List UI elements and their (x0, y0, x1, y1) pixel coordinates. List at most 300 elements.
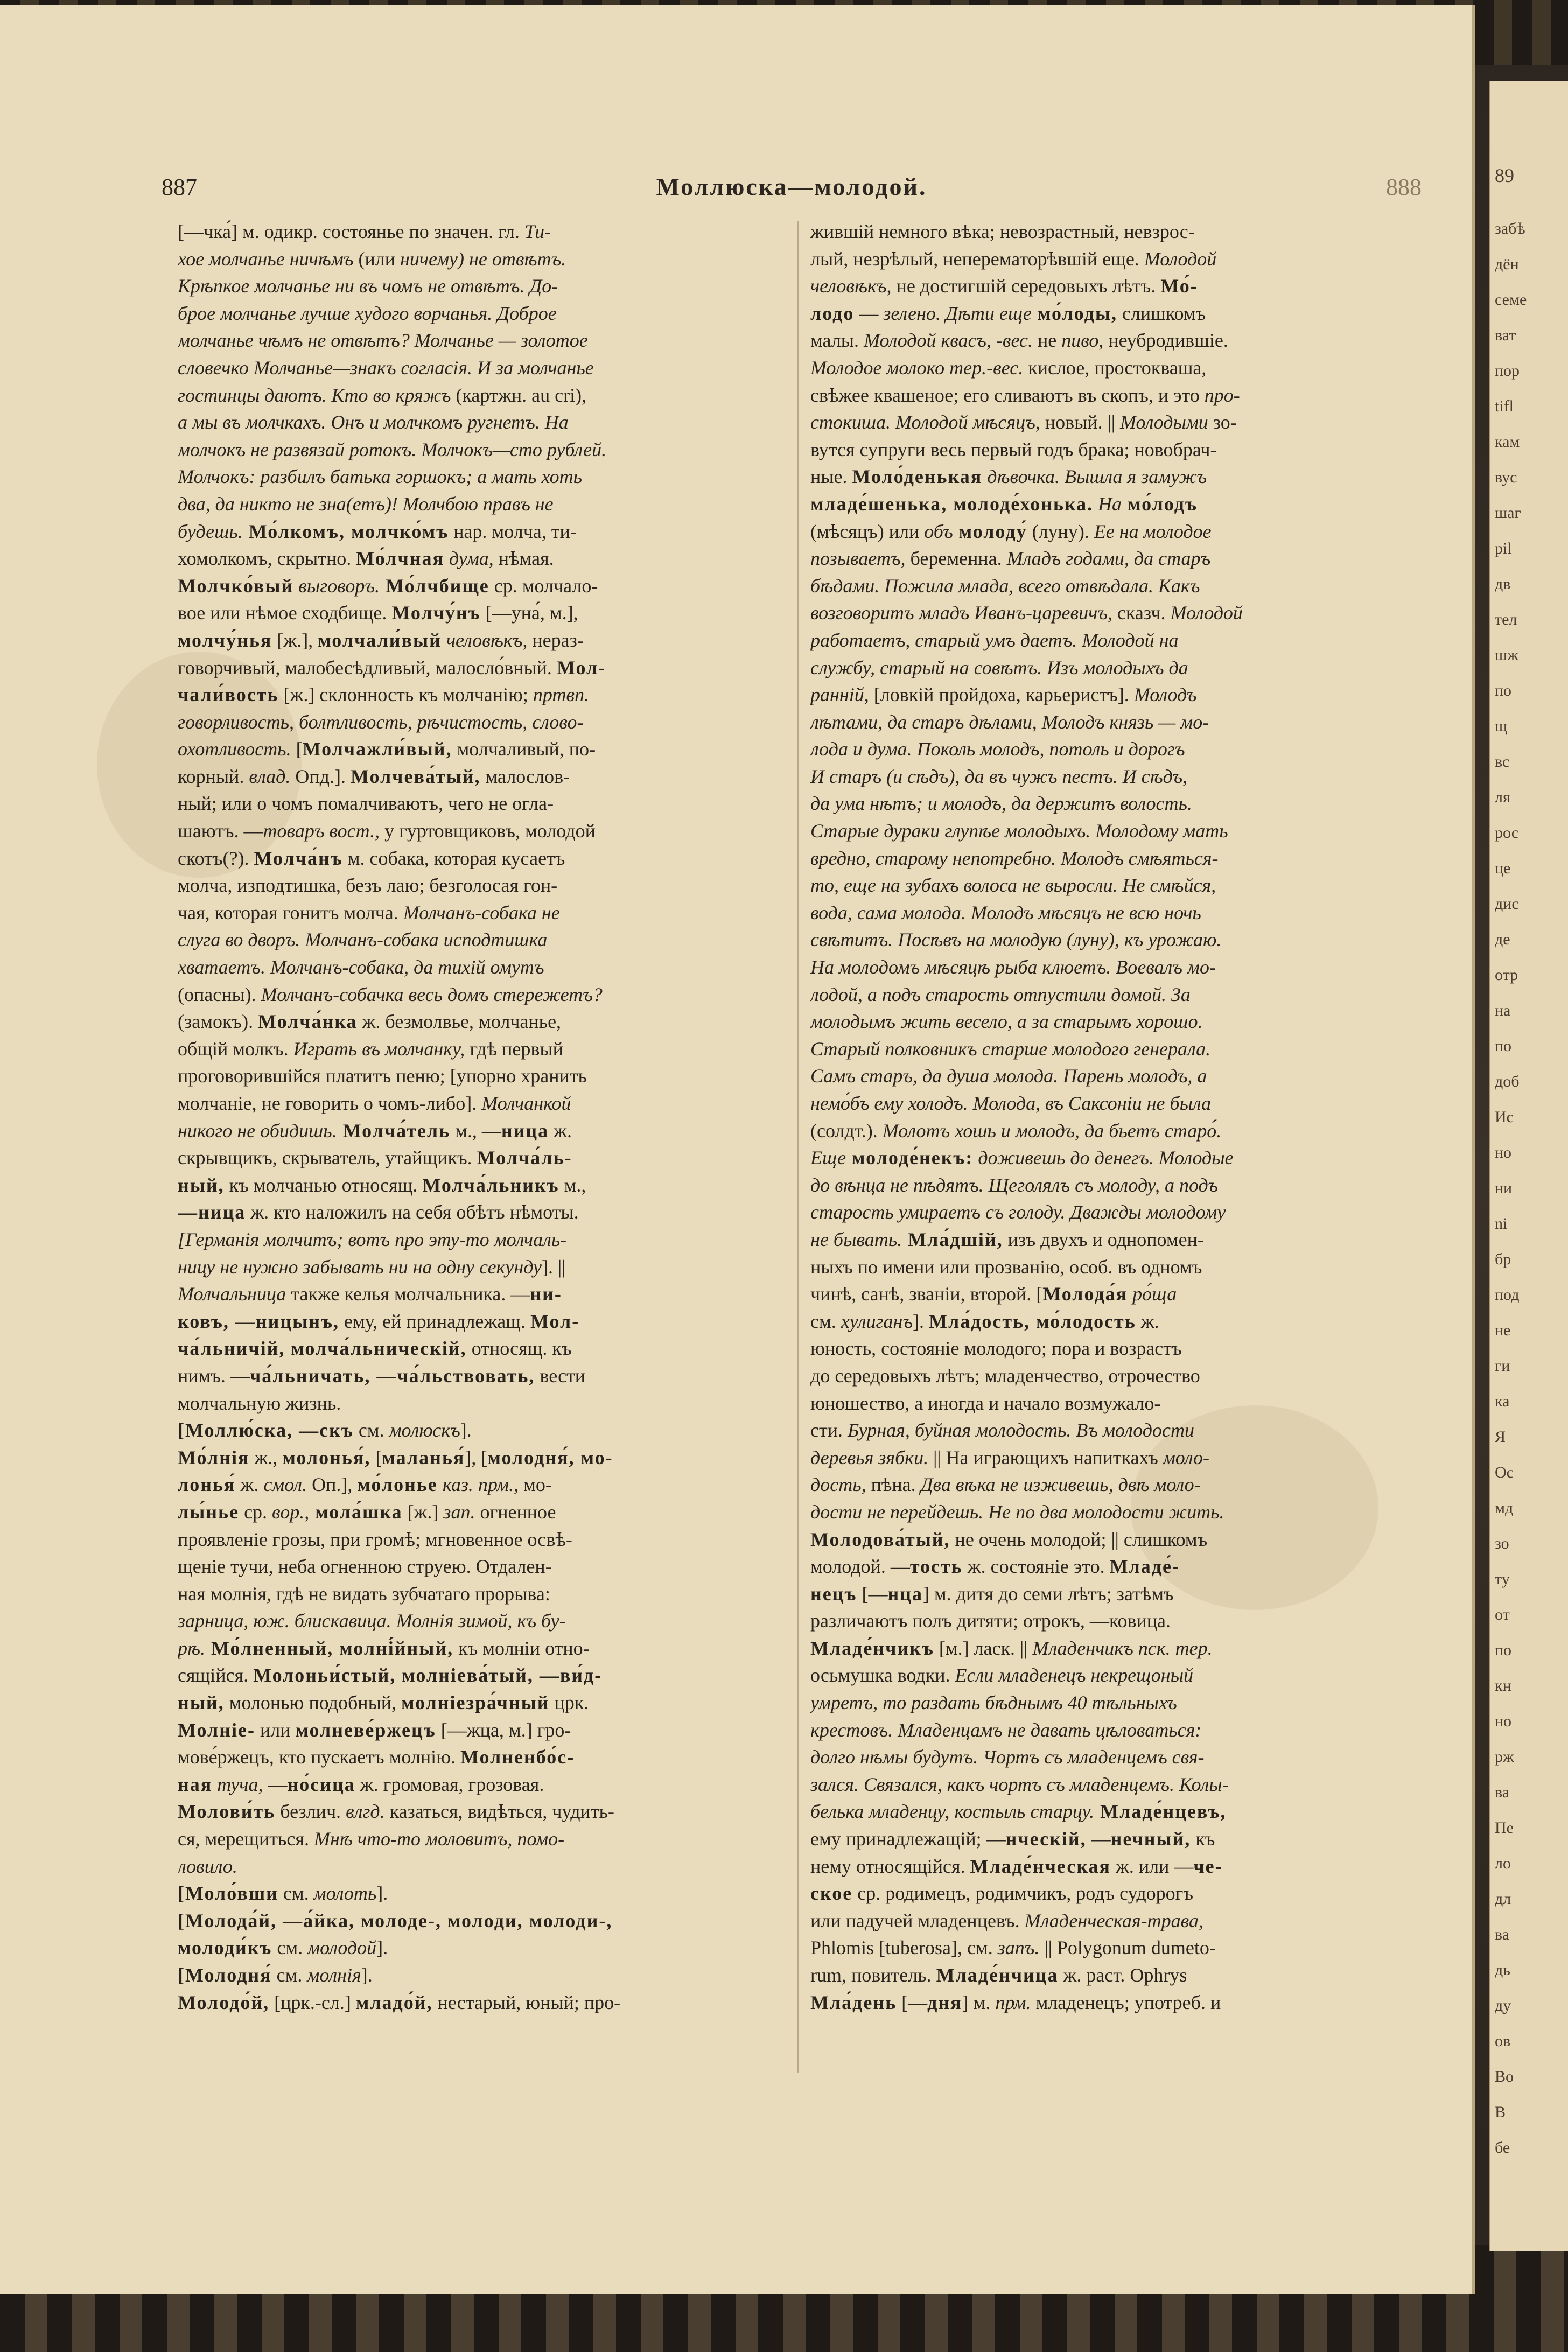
example-text: прм. (995, 1991, 1031, 2013)
facing-page-line: семе (1495, 291, 1527, 309)
text-line (178, 1907, 783, 1935)
definition-text: см. (271, 1964, 307, 1986)
facing-page-line: кн (1495, 1677, 1511, 1695)
text-line (178, 1226, 783, 1254)
example-text: молчанье чѣмъ не отвѣтъ? Молчанье — золотое (178, 330, 588, 352)
text-line (178, 545, 783, 572)
headword-text: маланья́ (382, 1446, 465, 1468)
example-text: крестовъ. Младенцамъ не давать цѣловаться: (810, 1719, 1202, 1741)
facing-page-line: В (1495, 2103, 1506, 2121)
running-header (162, 172, 1422, 205)
definition-text: [—жца, м.] гро- (436, 1719, 571, 1741)
example-text: службу, старый на совѣтъ. Изъ молодыхъ да (810, 656, 1188, 678)
headword-text: молоду́ (953, 520, 1027, 542)
headword-text: [Молода́й, —а́йка, молоде-, молоди, молоди-, (178, 1909, 613, 1931)
text-line (810, 1335, 1424, 1362)
definition-text: — (1086, 1828, 1111, 1850)
text-line (810, 382, 1424, 409)
text-line (810, 899, 1424, 927)
facing-page-line: кам (1495, 433, 1520, 451)
example-text: Молчокъ: разбилъ батька горшокъ; а мать хоть (178, 466, 583, 488)
definition-text: [—уна́, м.], (480, 602, 578, 624)
facing-page-line: отр (1495, 966, 1518, 984)
text-line (178, 1771, 783, 1798)
definition-text: ]. (361, 1964, 373, 1986)
text-line (178, 1335, 783, 1362)
headword-text: ское (810, 1882, 853, 1905)
example-text: запъ. (997, 1937, 1040, 1959)
example-text: умретъ, (810, 1692, 878, 1714)
text-line (178, 1853, 783, 1880)
example-text: пск. тер. (1133, 1637, 1213, 1659)
example-text: вредно, старому непотребно. Молодъ смѣяться- (810, 847, 1219, 869)
text-line (178, 1989, 783, 2017)
definition-text: нераз- (527, 629, 584, 651)
definition-text: изъ двухъ и однопомен- (1003, 1228, 1204, 1250)
definition-text: [ (370, 1446, 382, 1468)
definition-text: скрывщикъ, скрыватель, утайщикъ. (178, 1147, 477, 1169)
headword-text: Молча́льникъ (422, 1174, 559, 1196)
definition-text: [црк.-сл.] (269, 1991, 356, 2013)
definition-text: (картжн. au cri), (451, 384, 587, 406)
headword-text: молодня́, мо- (487, 1446, 613, 1468)
headword-text: ча́льничать, —ча́льствовать, (249, 1364, 535, 1387)
definition-text: говорчивый, малобесѣдливый, малосло́вный. (178, 656, 557, 678)
definition-text: молча, изподтишка, безъ лаю; безголосая гон- (178, 874, 558, 897)
example-text: деревья зябки. (810, 1446, 929, 1468)
facing-page-line: рос (1495, 824, 1519, 842)
text-line (178, 1880, 783, 1907)
definition-text: (опасны). (178, 983, 261, 1005)
example-text: лодой, а подъ старость отпустили домой. За (810, 983, 1191, 1005)
text-line (810, 845, 1424, 872)
text-line (810, 1444, 1424, 1472)
definition-text: ]. || (541, 1256, 566, 1278)
text-line (810, 763, 1424, 790)
definition-text: ные. (810, 466, 852, 488)
definition-text: (замокъ). (178, 1011, 258, 1033)
headword-text: нческій, (1005, 1828, 1087, 1850)
headword-text: Мла́день (810, 1991, 897, 2013)
headword-text: Молніе- (178, 1719, 255, 1741)
definition-text: вести (535, 1364, 586, 1387)
example-text: смол. (263, 1474, 307, 1496)
facing-page-line: под (1495, 1286, 1520, 1304)
definition-text: юношество, а иногда и начало возмужало- (810, 1392, 1161, 1414)
text-line (178, 599, 783, 627)
text-line (178, 409, 783, 436)
example-text: бѣдами. Пожила млада, всего отвѣдала. Какъ (810, 575, 1200, 597)
definition-text: (или (353, 248, 400, 270)
example-text: Ее на молодое (1094, 520, 1212, 542)
headword-text: —ница (178, 1201, 246, 1223)
example-text: стокиша. Молодой мѣсяцъ, (810, 411, 1040, 433)
example-text: ницу не нужно забывать ни на одну секунду (178, 1256, 542, 1278)
facing-page-line: ва (1495, 1783, 1510, 1801)
definition-text: ся, мерещиться. (178, 1828, 314, 1850)
text-line (810, 1853, 1424, 1880)
example-text: молоть (313, 1882, 377, 1905)
example-text: хватаетъ. Молчанъ-собака, да тихій омутъ (178, 956, 544, 978)
example-text: молчокъ не развязай ротокъ. Молчокъ—сто рублей. (178, 438, 607, 460)
definition-text: [ж.], (272, 629, 318, 651)
headword-text: чали́вость (178, 684, 279, 706)
facing-page-line: но (1495, 1144, 1512, 1161)
text-line (810, 790, 1424, 817)
headword-text: Молчажли́вый, (302, 738, 452, 760)
headword-text: Молча́нка (258, 1011, 358, 1033)
definition-text: молчаніе, не говорить о чомъ-либо]. (178, 1093, 482, 1114)
text-line (810, 1526, 1424, 1553)
facing-page-line: пор (1495, 362, 1520, 380)
text-line (178, 763, 783, 790)
definition-text: ср. (239, 1501, 272, 1523)
example-text: про- (1204, 384, 1240, 406)
facing-page-line: бе (1495, 2139, 1510, 2157)
example-text: ранній, (810, 684, 869, 706)
page-number-right: 888 (1386, 174, 1422, 200)
example-text: долго нѣмы будутъ. Чортъ съ младенцемъ свя- (810, 1746, 1205, 1768)
text-line (178, 327, 783, 354)
headword-text: [Моллю́ска, —скъ (178, 1419, 354, 1441)
definition-text: (солдт.). (810, 1119, 883, 1142)
example-text: влад. (249, 765, 291, 787)
text-line (178, 1962, 783, 1989)
example-text: никого не обидишь. (178, 1119, 337, 1142)
definition-text: или падучей младенцевъ. (810, 1909, 1025, 1931)
text-line (810, 709, 1424, 736)
facing-page-line: на (1495, 1002, 1511, 1019)
definition-text: ]. (460, 1419, 472, 1441)
text-line (810, 491, 1424, 518)
headword-text: Мо́- (1160, 275, 1198, 297)
example-text: до вѣнца не пѣдятъ. Щеголялъ съ молоду, а подъ (810, 1174, 1218, 1196)
example-text: пртвп. (533, 684, 590, 706)
definition-text: — (854, 302, 884, 324)
example-text: Молчанъ-собачка весь домъ стережетъ? (261, 983, 603, 1005)
example-text: ловило. (178, 1855, 237, 1877)
facing-page-line: ло (1495, 1854, 1511, 1872)
text-line (810, 1825, 1424, 1853)
text-line (178, 1744, 783, 1771)
example-text: Крѣпкое молчанье ни въ чомъ не отвѣтъ. До- (178, 275, 558, 297)
headword-text: [Молодня́ (178, 1964, 272, 1986)
facing-page-line: Ос (1495, 1464, 1514, 1481)
headword-text: молчу́нья (178, 629, 272, 651)
facing-page-line: вс (1495, 753, 1510, 771)
example-text: лѣтами, да старъ дѣлами, Молодъ князь — мо- (810, 711, 1209, 733)
text-line (178, 518, 783, 545)
text-line (810, 1771, 1424, 1798)
facing-page-line: зо (1495, 1535, 1509, 1552)
definition-text: къ (1191, 1828, 1215, 1850)
text-line (810, 436, 1424, 464)
facing-page-line: по (1495, 1037, 1512, 1055)
definition-text: казаться, видѣться, чудить- (384, 1801, 614, 1823)
definition-text: ж. раст. Ophrys (1058, 1964, 1187, 1986)
definition-text: ж. (1136, 1310, 1159, 1332)
text-line (178, 1580, 783, 1608)
definition-text: ж. безмолвье, молчанье, (357, 1011, 562, 1033)
definition-text: скотъ(?). (178, 847, 254, 869)
example-text: Молодой (1170, 602, 1243, 624)
definition-text: свѣжее квашеное; его сливаютъ въ скопъ, и это (810, 384, 1205, 406)
example-text: рѣ. (178, 1637, 206, 1659)
definition-text: проявленіе грозы, при громѣ; мгновенное освѣ- (178, 1528, 572, 1550)
headword-text: [Моло́вши (178, 1882, 278, 1905)
definition-text: слишкомъ (1117, 302, 1206, 324)
headword-text: но́сица (287, 1773, 355, 1795)
text-line (178, 790, 783, 817)
headword-text: Младе́нцевъ, (1094, 1801, 1227, 1823)
text-line (178, 1934, 783, 1962)
running-title: Моллюска—молодой. (656, 173, 927, 200)
definition-text: ] м. дитя до семи лѣтъ; затѣмъ (922, 1583, 1174, 1605)
definition-text: [ (291, 738, 303, 760)
example-text: вода, сама молода. Молодъ мѣсяцъ не всю ночь (810, 901, 1201, 923)
facing-page-line: ни (1495, 1179, 1513, 1197)
text-line (810, 1362, 1424, 1390)
text-line (178, 354, 783, 382)
text-line (178, 1308, 783, 1335)
example-text: выговоръ. (293, 575, 380, 597)
facing-page-line: щ (1495, 717, 1508, 735)
example-text: Если младенецъ некрещоный (955, 1664, 1193, 1686)
definition-text: малы. (810, 330, 864, 352)
definition-text: не достигшій середовыхъ лѣтъ. (891, 275, 1161, 297)
definition-text: зо- (1208, 411, 1237, 433)
text-line (178, 463, 783, 491)
text-line (810, 1390, 1424, 1417)
definition-text: у гуртовщиковъ, молодой (380, 820, 596, 842)
example-text: молюскъ (389, 1419, 460, 1441)
definition-text: ный; или о чомъ помалчиваютъ, чего не огла- (178, 793, 554, 815)
definition-text: корный. (178, 765, 249, 787)
definition-text: нестарый, юный; про- (432, 1991, 621, 2013)
text-line (810, 1035, 1424, 1063)
example-text: товаръ вост., (263, 820, 380, 842)
headword-text: Моло́денькая (852, 466, 983, 488)
definition-text: младенецъ; употреб. и (1031, 1991, 1221, 2013)
definition-text: пѣна. (866, 1474, 921, 1496)
headword-text: нецъ (810, 1583, 857, 1605)
text-line (178, 845, 783, 872)
text-line (178, 1199, 783, 1226)
headword-text: Мо́лчная (356, 548, 444, 570)
definition-text: (луну). (1027, 520, 1094, 542)
right-column (810, 218, 1424, 2016)
definition-text: Оп.], (307, 1474, 358, 1496)
example-text: лода и дума. Поколь молодъ, потоль и дорогъ (810, 738, 1185, 760)
facing-page-line: мд (1495, 1499, 1514, 1517)
text-line (810, 1062, 1424, 1090)
text-line (810, 300, 1424, 327)
headword-text: Мла́дость, мо́лодость (929, 1310, 1136, 1332)
headword-text: Молча́нъ (254, 847, 343, 869)
definition-text: общій молкъ. (178, 1038, 293, 1060)
definition-text: гдѣ первый (465, 1038, 563, 1060)
definition-text: м. собака, которая кусаетъ (342, 847, 565, 869)
example-text: влгд. (346, 1801, 385, 1823)
headword-text: тость (909, 1556, 963, 1578)
example-text: слуга во дворъ. Молчанъ-собака исподтишка (178, 929, 548, 951)
example-text: И старъ (и сѣдъ), да въ чужъ пестъ. И сѣдъ, (810, 765, 1188, 787)
definition-text: ]. (913, 1310, 929, 1332)
headword-text: дня (927, 1991, 962, 2013)
text-line (178, 300, 783, 327)
definition-text: или (255, 1719, 296, 1741)
text-line (810, 409, 1424, 436)
example-text: Молодой квасъ, -вес. (863, 330, 1033, 352)
text-line (810, 817, 1424, 845)
definition-text: новый. || (1040, 411, 1120, 433)
example-text: да ума нѣтъ; и молодъ, да держитъ волость. (810, 793, 1192, 815)
headword-text: молоде́некъ: (846, 1147, 974, 1169)
text-line (810, 1499, 1424, 1526)
text-line (178, 981, 783, 1009)
example-text: Молотъ хошь и молодъ, да бьетъ старо́. (882, 1119, 1222, 1142)
definition-text: см. (353, 1419, 389, 1441)
example-text: дости не перейдешь. Не по два молодости жить. (810, 1501, 1224, 1523)
headword-text: молневе́ржецъ (295, 1719, 436, 1741)
text-line (810, 1880, 1424, 1907)
example-text: Два вѣка не изживешь, двѣ моло- (920, 1474, 1201, 1496)
example-text: молнія (307, 1964, 361, 1986)
definition-text: юность, состояніе молодого; пора и возрастъ (810, 1338, 1182, 1360)
definition-text: сти. (810, 1419, 848, 1441)
example-text: хулиганъ (841, 1310, 913, 1332)
definition-text: молчаливый, по- (452, 738, 596, 760)
definition-text: [ж.] (402, 1501, 444, 1523)
definition-text: ]. (376, 1937, 388, 1959)
example-text: дѣвочка. Вышла я замужъ (982, 466, 1207, 488)
facing-page-line: Во (1495, 2068, 1514, 2085)
text-line (810, 872, 1424, 899)
definition-text: до середовыхъ лѣтъ; младенчество, отрочество (810, 1364, 1200, 1387)
facing-page-line: ват (1495, 326, 1516, 344)
example-text: не бывать. (810, 1228, 902, 1250)
definition-text: ему, ей принадлежащ. (339, 1310, 530, 1332)
text-line (810, 463, 1424, 491)
facing-page-line: шж (1495, 646, 1518, 664)
facing-page-line: ля (1495, 788, 1510, 806)
headword-text: Младе́нчикъ (810, 1637, 934, 1659)
text-line (178, 572, 783, 600)
text-line (178, 1280, 783, 1308)
text-line (178, 1062, 783, 1090)
facing-page-line: ов (1495, 2032, 1511, 2050)
text-line (810, 736, 1424, 763)
facing-page-line: доб (1495, 1073, 1520, 1090)
definition-text: нѣмая. (493, 548, 554, 570)
headword-text: Молодова́тый, (810, 1528, 950, 1550)
example-text: объ (924, 520, 953, 542)
text-line (810, 1907, 1424, 1935)
headword-text: молчали́вый (318, 629, 442, 651)
example-text: пиво, (1061, 330, 1104, 352)
headword-text: Молода́я (1042, 1283, 1128, 1305)
text-line (178, 1362, 783, 1390)
text-line (178, 627, 783, 654)
headword-text: Мла́дшій, (902, 1228, 1003, 1250)
example-text: зелено. Дѣти еще (883, 302, 1032, 324)
text-line (178, 1417, 783, 1444)
text-line (810, 246, 1424, 273)
headword-text: мола́шка (309, 1501, 403, 1523)
definition-text: || Polygonum dumeto- (1039, 1937, 1216, 1959)
example-text: моло- (1163, 1446, 1210, 1468)
definition-text: см. (272, 1937, 308, 1959)
definition-text: проговорившійся платитъ пеню; [упорно хранить (178, 1065, 587, 1087)
headword-text: нечный, (1110, 1828, 1191, 1850)
headword-text: Мол- (556, 656, 606, 678)
facing-page-line: pil (1495, 540, 1512, 557)
text-line (810, 1689, 1424, 1717)
definition-text: нимъ. — (178, 1364, 250, 1387)
example-text: Молодыми (1119, 411, 1208, 433)
facing-page-line: ка (1495, 1392, 1510, 1410)
facing-page-line: рж (1495, 1748, 1514, 1766)
headword-text: лодо (810, 302, 855, 324)
headword-text: Молчко́вый (178, 575, 294, 597)
text-line (178, 954, 783, 981)
definition-text: молчальную жизнь. (178, 1392, 341, 1414)
example-text: два, да никто не зна(етъ)! Молчбою правъ не (178, 493, 554, 515)
facing-page-number: 89 (1495, 165, 1514, 186)
definition-text: ж. (235, 1474, 264, 1496)
example-text: На (1093, 493, 1122, 515)
example-text: Молодой (1144, 248, 1217, 270)
headword-text: Молоньи́стый, молніева́тый, —ви́д- (253, 1664, 603, 1686)
headword-text: младе́шенька, молоде́хонька. (810, 493, 1094, 515)
text-line (810, 572, 1424, 600)
headword-text: Молча́ль- (477, 1147, 572, 1169)
definition-text: см. (278, 1882, 314, 1905)
example-text: Молчанъ-собака не (403, 901, 560, 923)
example-text: ро́ща (1128, 1283, 1177, 1305)
example-text: Ти- (524, 221, 551, 242)
definition-text: хомолкомъ, скрытно. (178, 548, 356, 570)
facing-page-strip (1489, 81, 1568, 2251)
facing-page-line: забѣ (1495, 220, 1525, 237)
text-line (178, 1254, 783, 1281)
text-line (178, 272, 783, 300)
headword-text: ни- (530, 1283, 562, 1305)
definition-text: также келья молчальника. — (286, 1283, 530, 1305)
definition-text: не очень молодой; || слишкомъ (950, 1528, 1208, 1550)
text-line (178, 1471, 783, 1499)
definition-text: [ж.] склонность къ молчанію; (278, 684, 533, 706)
facing-page-line: бр (1495, 1250, 1511, 1268)
text-line (810, 1008, 1424, 1035)
facing-page-line: tifl (1495, 397, 1514, 415)
definition-text: шаютъ. — (178, 820, 263, 842)
headword-text: мо́лодъ (1122, 493, 1198, 515)
headword-text: ковъ, —ницынъ, (178, 1310, 339, 1332)
text-line (810, 1989, 1424, 2017)
definition-text: црк. (549, 1692, 589, 1714)
text-line (810, 1199, 1424, 1226)
example-text: дума, (444, 548, 494, 570)
definition-text: молодой. — (810, 1556, 910, 1578)
definition-text: ], [ (465, 1446, 488, 1468)
definition-text: щеніе тучи, неба огненною струею. Отдален- (178, 1556, 552, 1578)
example-text: Молодое молоко тер.-вес. (810, 356, 1024, 379)
text-line (178, 491, 783, 518)
text-line (810, 1144, 1424, 1172)
text-line (178, 681, 783, 709)
headword-text: Молодо́й, (178, 1991, 270, 2013)
